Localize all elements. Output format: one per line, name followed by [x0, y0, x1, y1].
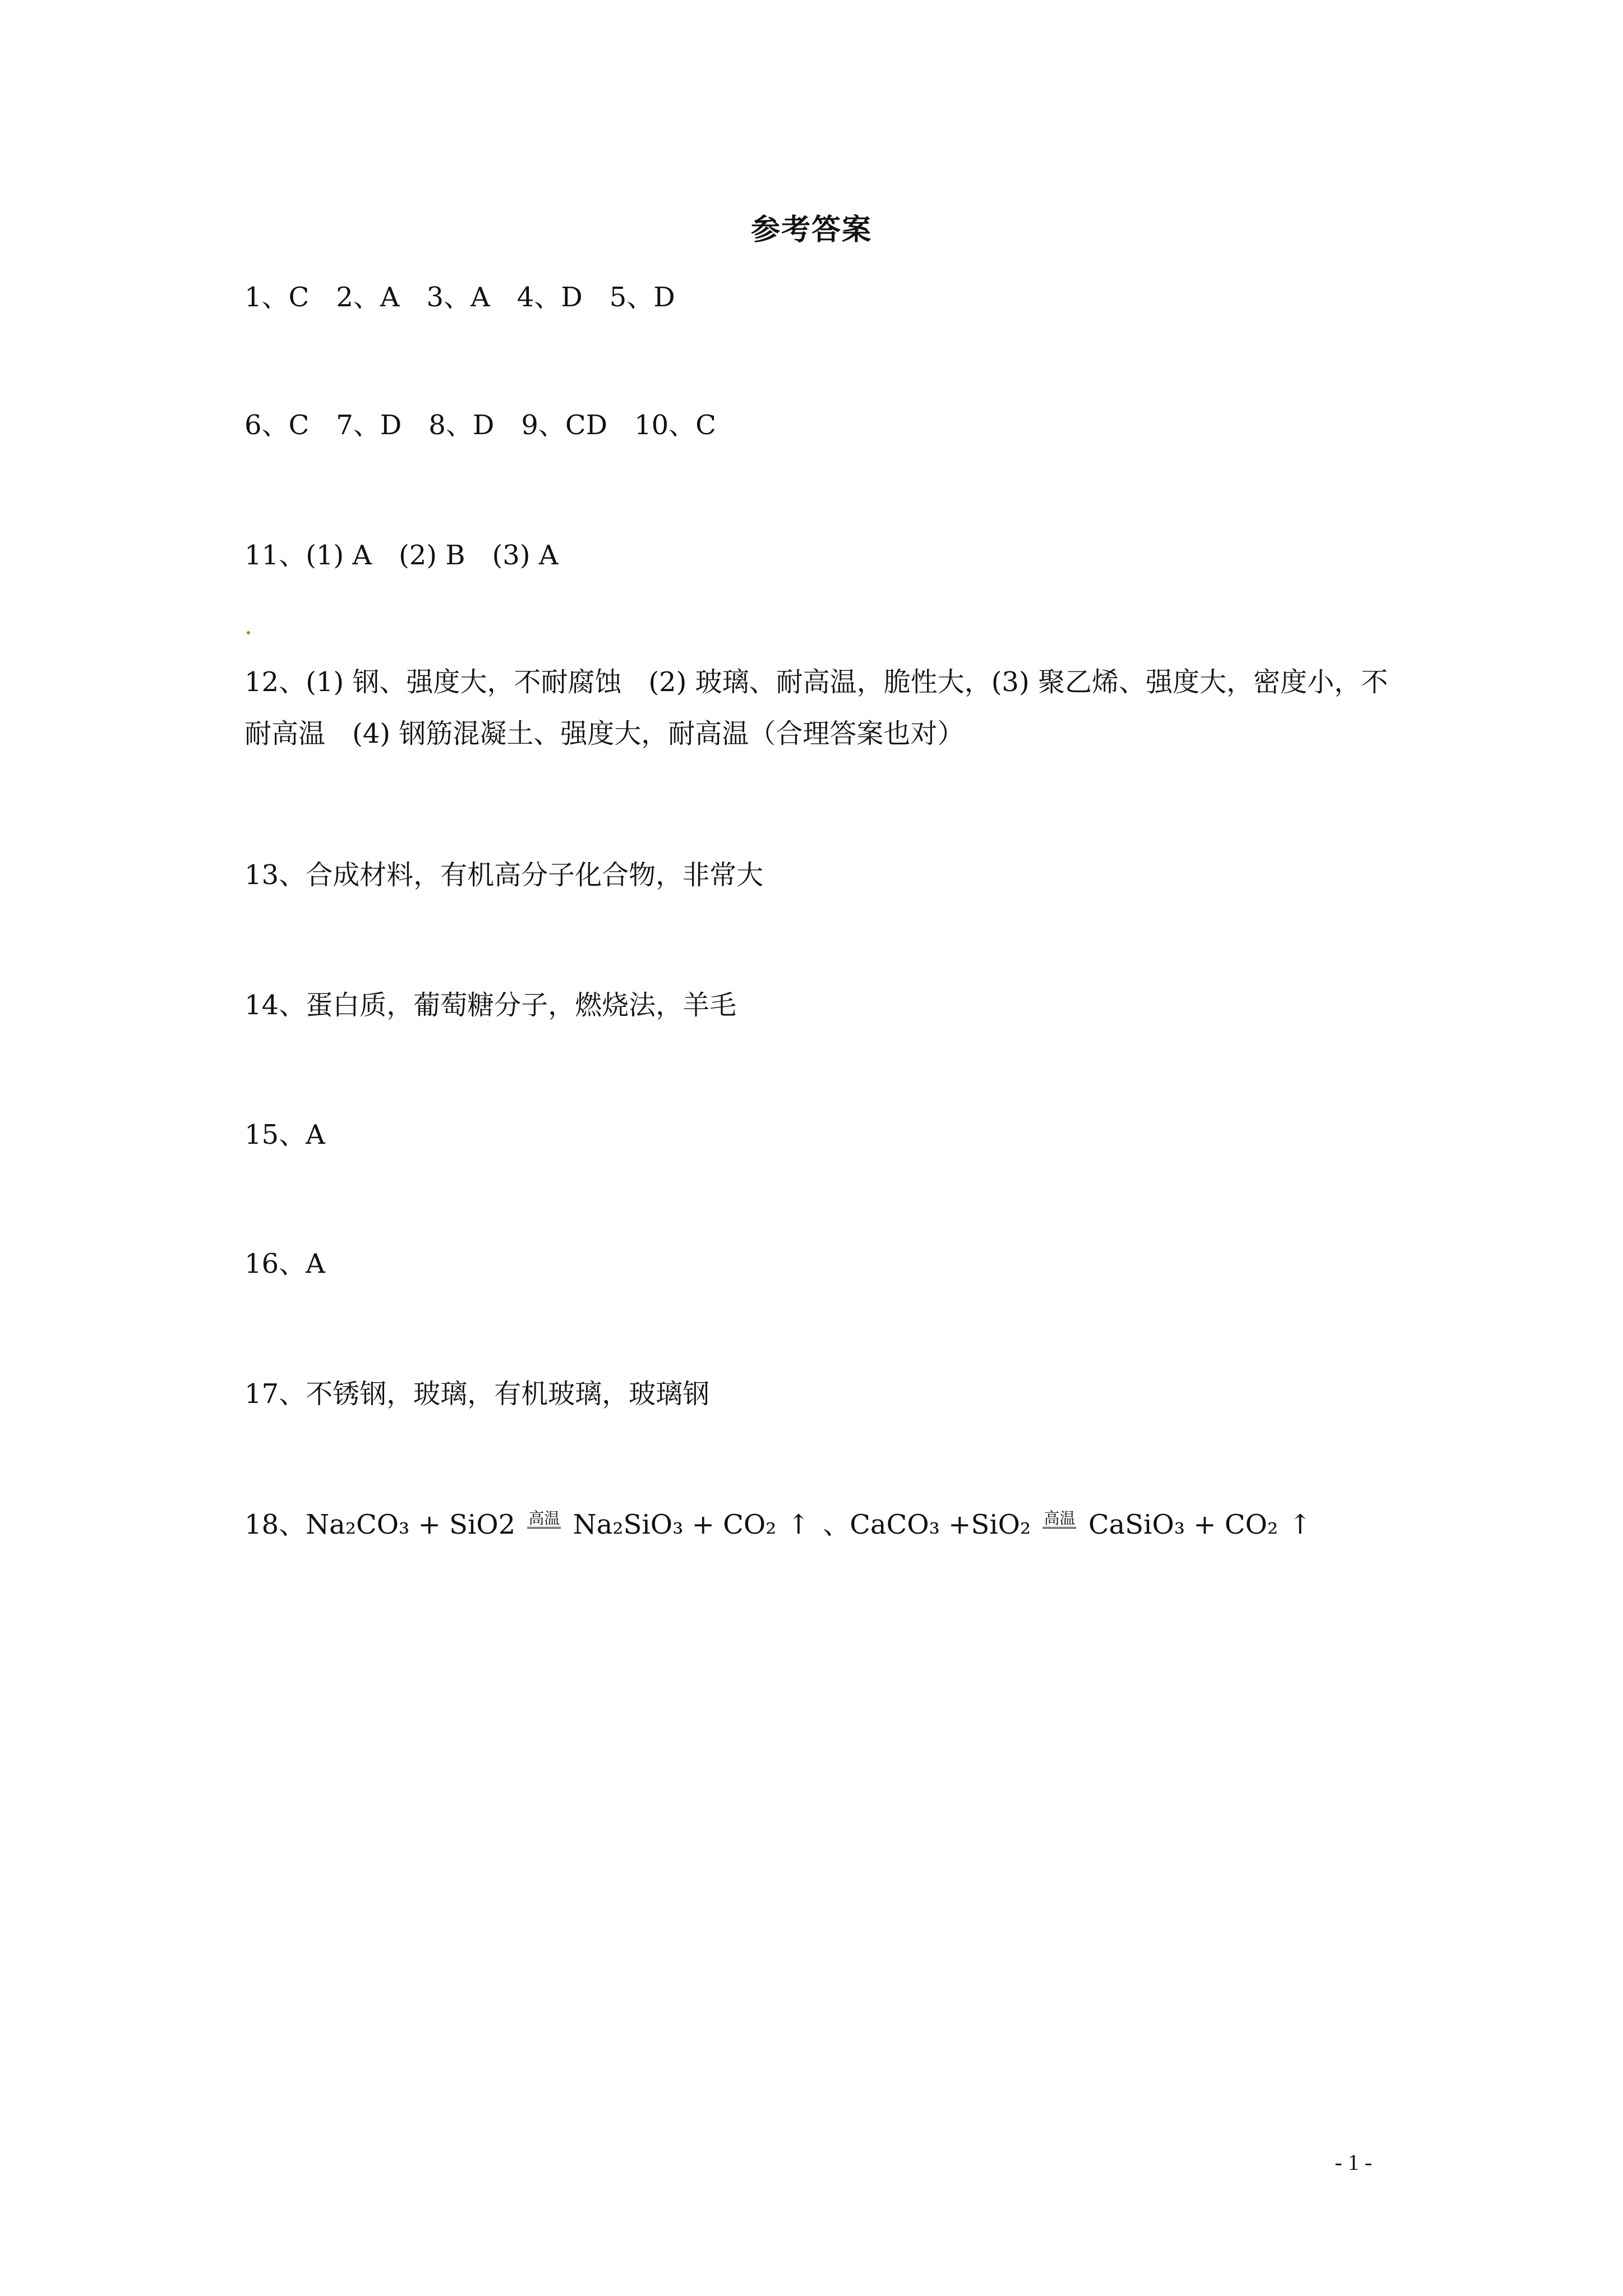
answer-line-17: 17、不锈钢，玻璃，有机玻璃，玻璃钢	[245, 1378, 710, 1410]
equation-2-reactants: 、CaCO₃ +SiO₂	[823, 1509, 1031, 1540]
answer-line-14: 14、蛋白质，葡萄糖分子，燃烧法，羊毛	[245, 990, 737, 1021]
answer-line-15: 15、A	[245, 1119, 325, 1151]
answer-line-11: 11、(1) A (2) B (3) A	[245, 540, 559, 571]
stray-mark	[247, 631, 250, 634]
page-title: 参考答案	[750, 213, 872, 247]
answer-line-1-5: 1、C 2、A 3、A 4、D 5、D	[245, 282, 675, 313]
page-number: - 1 -	[1335, 2150, 1372, 2175]
answer-line-13: 13、合成材料，有机高分子化合物，非常大	[245, 859, 764, 891]
equation-1-products: Na₂SiO₃ + CO₂	[573, 1509, 777, 1540]
equation-2-products: CaSiO₃ + CO₂	[1088, 1509, 1278, 1540]
answer-line-6-10: 6、C 7、D 8、D 9、CD 10、C	[245, 409, 716, 441]
answer-line-18	[245, 1502, 1389, 1547]
equation-1-reactants: 18、Na₂CO₃ + SiO2	[245, 1509, 516, 1540]
gas-arrow-icon: ↑	[1289, 1509, 1312, 1540]
reaction-condition-1: 高温	[528, 1509, 560, 1527]
answer-line-12: 12、(1) 钢、强度大，不耐腐蚀 (2) 玻璃、耐高温，脆性大，(3) 聚乙烯、强度大，密度小，不耐高温 (4) 钢筋混凝土、强度大，耐高温（合理答案也对）	[245, 666, 1388, 749]
answer-line-16: 16、A	[245, 1248, 325, 1280]
reaction-condition-2: 高温	[1044, 1509, 1076, 1527]
gas-arrow-icon: ↑	[787, 1509, 810, 1540]
